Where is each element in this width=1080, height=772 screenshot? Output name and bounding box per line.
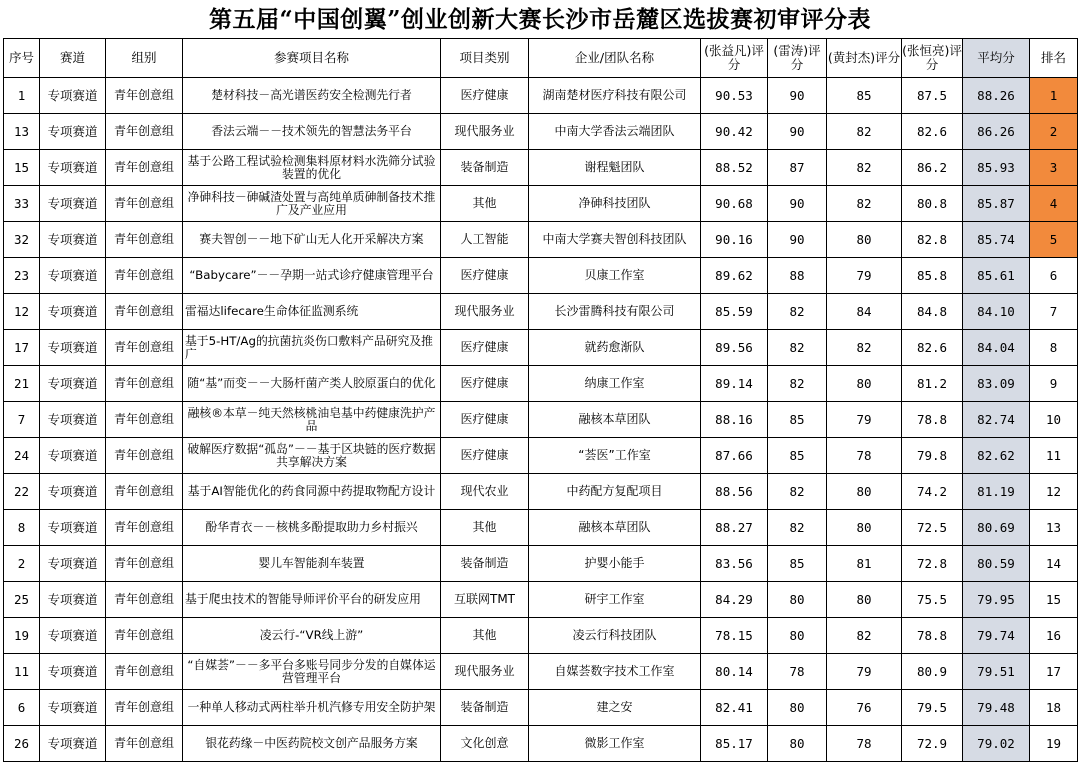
cell-judge-3: 82 [827,150,902,186]
cell-track: 专项赛道 [40,222,106,258]
cell-judge-2: 82 [768,510,827,546]
cell-judge-4: 72.8 [902,546,963,582]
header-judge-2: (雷涛)评分 [768,39,827,78]
cell-category: 医疗健康 [441,258,529,294]
header-project: 参赛项目名称 [183,39,441,78]
cell-group: 青年创意组 [106,366,183,402]
cell-seq: 13 [4,114,40,150]
cell-judge-1: 84.29 [701,582,768,618]
cell-team: 研宇工作室 [529,582,701,618]
cell-seq: 19 [4,618,40,654]
cell-seq: 12 [4,294,40,330]
cell-judge-1: 82.41 [701,690,768,726]
table-row [4,366,1078,402]
cell-judge-4: 84.8 [902,294,963,330]
sheet-title: 第五届“中国创翼”创业创新大赛长沙市岳麓区选拔赛初审评分表 [209,6,871,33]
cell-judge-2: 82 [768,294,827,330]
cell-project: 赛夫智创－－地下矿山无人化开采解决方案 [183,222,441,258]
cell-judge-1: 88.27 [701,510,768,546]
cell-team: 融核本草团队 [529,402,701,438]
cell-judge-4: 72.9 [902,726,963,762]
cell-average: 85.74 [963,222,1030,258]
header-category: 项目类别 [441,39,529,78]
cell-project: 酚华青衣－－核桃多酚提取助力乡村振兴 [183,510,441,546]
cell-seq: 7 [4,402,40,438]
cell-judge-2: 90 [768,78,827,114]
table-row [4,690,1078,726]
cell-judge-1: 78.15 [701,618,768,654]
cell-seq: 33 [4,186,40,222]
cell-judge-3: 79 [827,654,902,690]
header-row [4,39,1078,78]
cell-group: 青年创意组 [106,186,183,222]
cell-team: “荟医”工作室 [529,438,701,474]
cell-judge-2: 82 [768,474,827,510]
cell-category: 现代农业 [441,474,529,510]
table-row [4,546,1078,582]
table-row [4,222,1078,258]
cell-project: 基于爬虫技术的智能导师评价平台的研发应用 [183,582,441,618]
cell-rank: 15 [1030,582,1078,618]
cell-category: 装备制造 [441,690,529,726]
cell-judge-1: 88.56 [701,474,768,510]
cell-judge-2: 82 [768,330,827,366]
cell-judge-2: 85 [768,402,827,438]
cell-category: 装备制造 [441,546,529,582]
cell-group: 青年创意组 [106,402,183,438]
cell-team: 建之安 [529,690,701,726]
cell-average: 84.10 [963,294,1030,330]
cell-track: 专项赛道 [40,186,106,222]
cell-judge-1: 90.42 [701,114,768,150]
cell-track: 专项赛道 [40,546,106,582]
cell-track: 专项赛道 [40,294,106,330]
cell-category: 医疗健康 [441,438,529,474]
table-row [4,330,1078,366]
cell-group: 青年创意组 [106,618,183,654]
cell-rank: 3 [1030,150,1078,186]
cell-group: 青年创意组 [106,474,183,510]
table-row [4,186,1078,222]
cell-average: 79.74 [963,618,1030,654]
cell-seq: 11 [4,654,40,690]
cell-project: 随“基”而变－－大肠杆菌产类人胶原蛋白的优化 [183,366,441,402]
cell-group: 青年创意组 [106,294,183,330]
cell-project: 基于5-HT/Ag的抗菌抗炎伤口敷料产品研究及推广 [183,330,441,366]
cell-track: 专项赛道 [40,474,106,510]
cell-judge-2: 82 [768,366,827,402]
cell-seq: 26 [4,726,40,762]
cell-rank: 2 [1030,114,1078,150]
cell-rank: 12 [1030,474,1078,510]
cell-project: 基于公路工程试验检测集料原材料水洗筛分试验装置的优化 [183,150,441,186]
cell-track: 专项赛道 [40,402,106,438]
header-rank: 排名 [1030,39,1078,78]
cell-seq: 2 [4,546,40,582]
cell-rank: 17 [1030,654,1078,690]
table-row [4,618,1078,654]
cell-judge-4: 80.9 [902,654,963,690]
cell-team: 纳康工作室 [529,366,701,402]
cell-judge-3: 85 [827,78,902,114]
cell-category: 医疗健康 [441,78,529,114]
cell-judge-3: 82 [827,618,902,654]
table-row [4,438,1078,474]
cell-judge-3: 82 [827,186,902,222]
header-average: 平均分 [963,39,1030,78]
cell-judge-1: 89.62 [701,258,768,294]
cell-judge-4: 82.8 [902,222,963,258]
cell-seq: 1 [4,78,40,114]
cell-group: 青年创意组 [106,78,183,114]
cell-average: 80.59 [963,546,1030,582]
cell-average: 85.93 [963,150,1030,186]
header-judge-3: (黄封杰)评分 [827,39,902,78]
cell-group: 青年创意组 [106,114,183,150]
table-row [4,294,1078,330]
cell-project: 凌云行-“VR线上游” [183,618,441,654]
cell-team: 微影工作室 [529,726,701,762]
cell-average: 85.61 [963,258,1030,294]
table-row [4,582,1078,618]
cell-judge-3: 82 [827,114,902,150]
cell-judge-4: 74.2 [902,474,963,510]
table-row [4,510,1078,546]
cell-judge-3: 82 [827,330,902,366]
cell-project: 银花药缘－中医药院校文创产品服务方案 [183,726,441,762]
cell-judge-1: 85.17 [701,726,768,762]
cell-track: 专项赛道 [40,258,106,294]
cell-average: 84.04 [963,330,1030,366]
cell-team: 净砷科技团队 [529,186,701,222]
cell-average: 85.87 [963,186,1030,222]
cell-category: 医疗健康 [441,366,529,402]
header-judge-4: (张恒亮)评分 [902,39,963,78]
cell-rank: 11 [1030,438,1078,474]
cell-rank: 16 [1030,618,1078,654]
cell-project: 一种单人移动式两柱举升机汽修专用安全防护架 [183,690,441,726]
cell-track: 专项赛道 [40,510,106,546]
cell-seq: 24 [4,438,40,474]
cell-average: 79.95 [963,582,1030,618]
cell-track: 专项赛道 [40,618,106,654]
cell-track: 专项赛道 [40,366,106,402]
cell-judge-2: 85 [768,546,827,582]
cell-track: 专项赛道 [40,726,106,762]
cell-team: 凌云行科技团队 [529,618,701,654]
cell-category: 其他 [441,510,529,546]
cell-seq: 23 [4,258,40,294]
cell-rank: 8 [1030,330,1078,366]
table-row [4,78,1078,114]
cell-category: 现代服务业 [441,114,529,150]
cell-project: “Babycare”－－孕期一站式诊疗健康管理平台 [183,258,441,294]
cell-category: 装备制造 [441,150,529,186]
cell-judge-4: 75.5 [902,582,963,618]
cell-team: 长沙雷腾科技有限公司 [529,294,701,330]
table-row [4,150,1078,186]
cell-team: 贝康工作室 [529,258,701,294]
cell-track: 专项赛道 [40,654,106,690]
cell-track: 专项赛道 [40,438,106,474]
cell-team: 融核本草团队 [529,510,701,546]
cell-rank: 10 [1030,402,1078,438]
cell-judge-2: 90 [768,186,827,222]
cell-project: “自媒荟”－－多平台多账号同步分发的自媒体运营管理平台 [183,654,441,690]
cell-judge-2: 90 [768,222,827,258]
cell-team: 湖南楚材医疗科技有限公司 [529,78,701,114]
cell-rank: 4 [1030,186,1078,222]
cell-judge-2: 80 [768,582,827,618]
cell-judge-3: 79 [827,258,902,294]
cell-average: 79.51 [963,654,1030,690]
cell-judge-3: 78 [827,726,902,762]
cell-judge-3: 80 [827,510,902,546]
cell-judge-4: 85.8 [902,258,963,294]
cell-judge-3: 80 [827,582,902,618]
cell-judge-1: 85.59 [701,294,768,330]
cell-group: 青年创意组 [106,546,183,582]
cell-group: 青年创意组 [106,582,183,618]
cell-rank: 7 [1030,294,1078,330]
cell-average: 79.48 [963,690,1030,726]
cell-judge-2: 78 [768,654,827,690]
cell-average: 88.26 [963,78,1030,114]
cell-group: 青年创意组 [106,654,183,690]
cell-judge-3: 80 [827,366,902,402]
header-judge-1: (张益凡)评分 [701,39,768,78]
cell-category: 现代服务业 [441,294,529,330]
cell-judge-4: 87.5 [902,78,963,114]
cell-project: 婴儿车智能刹车装置 [183,546,441,582]
cell-judge-4: 82.6 [902,114,963,150]
cell-track: 专项赛道 [40,690,106,726]
cell-judge-1: 88.16 [701,402,768,438]
cell-judge-1: 80.14 [701,654,768,690]
cell-seq: 22 [4,474,40,510]
cell-category: 现代服务业 [441,654,529,690]
cell-rank: 5 [1030,222,1078,258]
cell-project: 净砷科技－砷碱渣处置与高纯单质砷制备技术推广及产业应用 [183,186,441,222]
cell-judge-4: 78.8 [902,618,963,654]
cell-team: 中药配方复配项目 [529,474,701,510]
cell-judge-1: 83.56 [701,546,768,582]
table-row [4,654,1078,690]
cell-track: 专项赛道 [40,150,106,186]
cell-judge-4: 79.8 [902,438,963,474]
cell-judge-3: 79 [827,402,902,438]
cell-judge-1: 88.52 [701,150,768,186]
cell-team: 护婴小能手 [529,546,701,582]
cell-judge-3: 80 [827,474,902,510]
cell-judge-4: 86.2 [902,150,963,186]
cell-project: 融核®本草－纯天然核桃油皂基中药健康洗护产品 [183,402,441,438]
cell-track: 专项赛道 [40,114,106,150]
cell-judge-3: 78 [827,438,902,474]
cell-team: 谢程魁团队 [529,150,701,186]
cell-group: 青年创意组 [106,258,183,294]
cell-judge-3: 81 [827,546,902,582]
cell-track: 专项赛道 [40,78,106,114]
table-row [4,114,1078,150]
cell-project: 香法云端－－技术领先的智慧法务平台 [183,114,441,150]
cell-seq: 21 [4,366,40,402]
cell-category: 互联网TMT [441,582,529,618]
cell-judge-4: 79.5 [902,690,963,726]
cell-judge-1: 90.68 [701,186,768,222]
table-row [4,402,1078,438]
cell-category: 其他 [441,618,529,654]
table-row [4,474,1078,510]
header-track: 赛道 [40,39,106,78]
cell-seq: 8 [4,510,40,546]
cell-judge-2: 87 [768,150,827,186]
cell-team: 中南大学赛夫智创科技团队 [529,222,701,258]
cell-average: 79.02 [963,726,1030,762]
cell-average: 86.26 [963,114,1030,150]
cell-group: 青年创意组 [106,438,183,474]
cell-judge-4: 82.6 [902,330,963,366]
cell-judge-2: 80 [768,618,827,654]
cell-judge-1: 89.56 [701,330,768,366]
cell-group: 青年创意组 [106,510,183,546]
cell-project: 楚材科技－高光谱医药安全检测先行者 [183,78,441,114]
cell-judge-3: 84 [827,294,902,330]
cell-rank: 9 [1030,366,1078,402]
cell-team: 中南大学香法云端团队 [529,114,701,150]
cell-average: 80.69 [963,510,1030,546]
cell-judge-2: 90 [768,114,827,150]
cell-judge-2: 80 [768,690,827,726]
cell-seq: 25 [4,582,40,618]
cell-rank: 1 [1030,78,1078,114]
cell-category: 文化创意 [441,726,529,762]
cell-judge-2: 88 [768,258,827,294]
cell-seq: 17 [4,330,40,366]
cell-judge-4: 80.8 [902,186,963,222]
cell-rank: 14 [1030,546,1078,582]
cell-project: 破解医疗数据“孤岛”－－基于区块链的医疗数据共享解决方案 [183,438,441,474]
cell-group: 青年创意组 [106,690,183,726]
cell-rank: 13 [1030,510,1078,546]
cell-seq: 32 [4,222,40,258]
cell-project: 雷福达lifecare生命体征监测系统 [183,294,441,330]
cell-average: 83.09 [963,366,1030,402]
cell-rank: 19 [1030,726,1078,762]
cell-team: 就药愈渐队 [529,330,701,366]
cell-judge-4: 81.2 [902,366,963,402]
cell-seq: 6 [4,690,40,726]
cell-average: 82.62 [963,438,1030,474]
cell-judge-1: 90.53 [701,78,768,114]
cell-judge-4: 78.8 [902,402,963,438]
header-seq: 序号 [4,39,40,78]
cell-group: 青年创意组 [106,222,183,258]
cell-judge-2: 85 [768,438,827,474]
cell-judge-3: 76 [827,690,902,726]
cell-average: 82.74 [963,402,1030,438]
cell-average: 81.19 [963,474,1030,510]
cell-track: 专项赛道 [40,330,106,366]
cell-judge-3: 80 [827,222,902,258]
table-row [4,726,1078,762]
cell-category: 医疗健康 [441,402,529,438]
cell-team: 自媒荟数字技术工作室 [529,654,701,690]
cell-group: 青年创意组 [106,330,183,366]
cell-group: 青年创意组 [106,726,183,762]
cell-judge-2: 80 [768,726,827,762]
cell-rank: 6 [1030,258,1078,294]
cell-category: 人工智能 [441,222,529,258]
score-table [3,38,1078,762]
table-row [4,258,1078,294]
cell-rank: 18 [1030,690,1078,726]
cell-group: 青年创意组 [106,150,183,186]
cell-judge-4: 72.5 [902,510,963,546]
cell-judge-1: 89.14 [701,366,768,402]
header-group: 组别 [106,39,183,78]
cell-category: 其他 [441,186,529,222]
cell-seq: 15 [4,150,40,186]
cell-project: 基于AI智能优化的药食同源中药提取物配方设计 [183,474,441,510]
header-team: 企业/团队名称 [529,39,701,78]
cell-judge-1: 90.16 [701,222,768,258]
cell-track: 专项赛道 [40,582,106,618]
cell-judge-1: 87.66 [701,438,768,474]
cell-category: 医疗健康 [441,330,529,366]
